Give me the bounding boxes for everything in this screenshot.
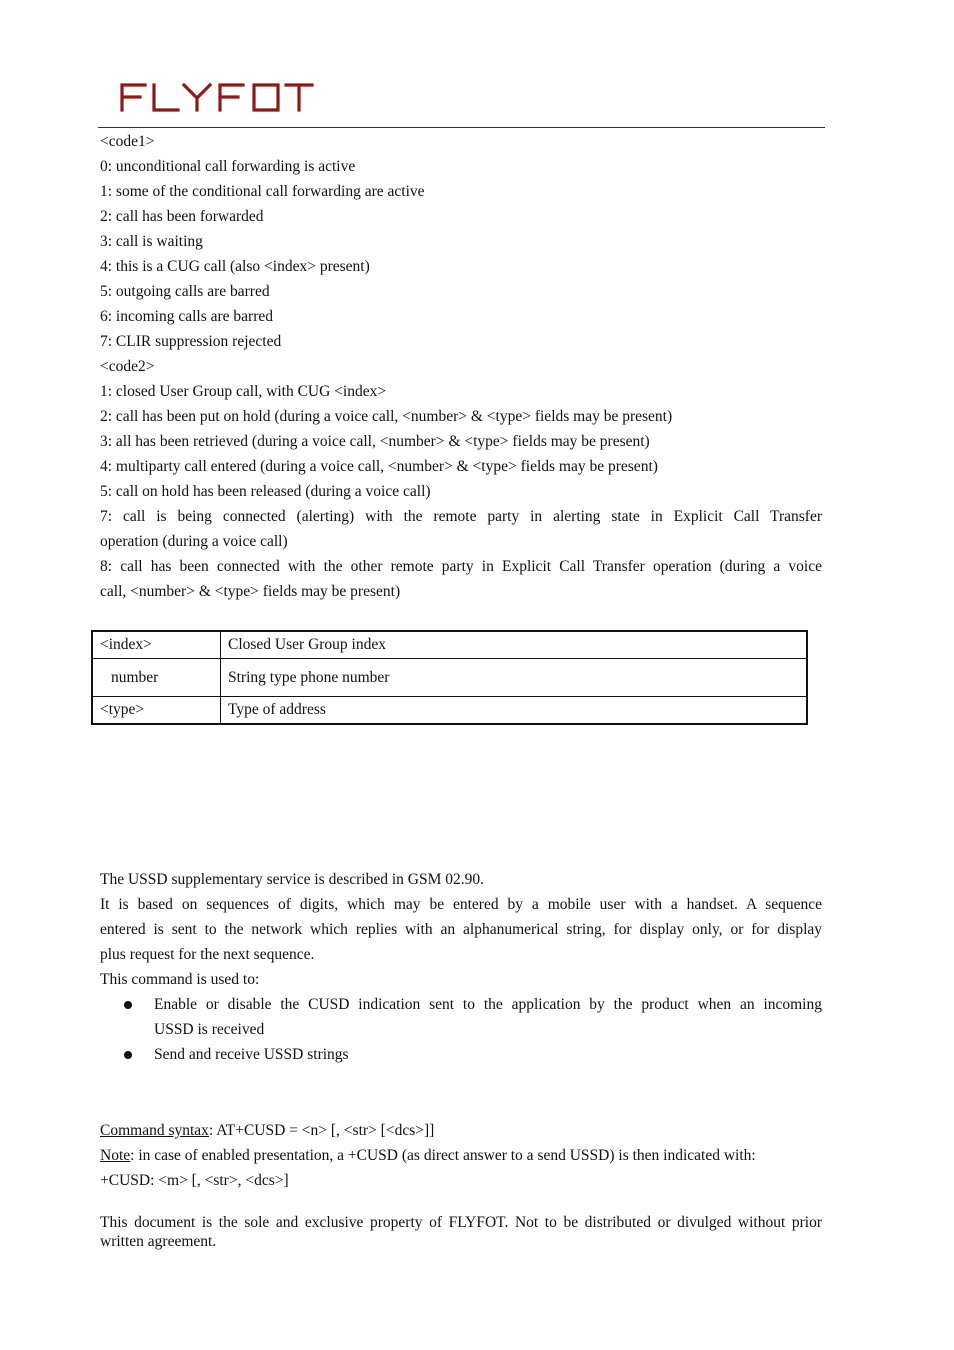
command-syntax-value: : AT+CUSD = <n> [, <str> [<dcs>]] — [208, 1122, 435, 1139]
code2-item-7-line2: operation (during a voice call) — [100, 533, 288, 550]
command-section — [100, 1118, 822, 1193]
bullet-text: Enable or disable the CUSD indication sent to the application by the product when an incoming — [154, 996, 822, 1013]
code1-item: 6: incoming calls are barred — [100, 308, 274, 325]
note-response-format: +CUSD: <m> [, <str>, <dcs>] — [100, 1172, 289, 1189]
code2-item: 5: call on hold has been released (during a voice call) — [100, 483, 431, 500]
param-name: <type> — [92, 697, 221, 725]
param-name: number — [92, 659, 221, 697]
code1-item: 1: some of the conditional call forwarding are active — [100, 183, 425, 200]
bullet-text: Send and receive USSD strings — [154, 1046, 349, 1063]
bullet-item — [100, 992, 822, 1017]
code1-item: 7: CLIR suppression rejected — [100, 333, 282, 350]
param-name: <index> — [92, 631, 221, 659]
bullet-text: USSD is received — [154, 1021, 265, 1038]
code2-item-8-line2: call, <number> & <type> fields may be present) — [100, 583, 401, 600]
code2-item: 3: all has been retrieved (during a voice call, <number> & <type> fields may be present) — [100, 433, 650, 450]
code2-item: 4: multiparty call entered (during a voice call, <number> & <type> fields may be present) — [100, 458, 658, 475]
code2-heading: <code2> — [100, 358, 155, 375]
table-row — [92, 697, 807, 725]
flyfot-logo — [118, 80, 314, 114]
code2-item: 1: closed User Group call, with CUG <index> — [100, 383, 387, 400]
bullet-item — [100, 1042, 822, 1067]
ussd-intro: The USSD supplementary service is described in GSM 02.90. — [100, 871, 484, 888]
note-label: Note — [100, 1147, 131, 1164]
param-desc: Closed User Group index — [221, 631, 808, 659]
bullet-item-continued — [100, 1017, 822, 1042]
footer-disclaimer: This document is the sole and exclusive property of FLYFOT. Not to be distributed or divulged without prior written agreement. — [100, 1214, 822, 1250]
code1-item: 4: this is a CUG call (also <index> present) — [100, 258, 370, 275]
command-syntax — [100, 1118, 822, 1143]
bullet-icon — [124, 1001, 132, 1009]
code1-item: 0: unconditional call forwarding is active — [100, 158, 356, 175]
table-row — [92, 631, 807, 659]
code1-item: 2: call has been forwarded — [100, 208, 264, 225]
command-syntax-label: Command syntax — [100, 1122, 209, 1139]
code1-item: 5: outgoing calls are barred — [100, 283, 270, 300]
ussd-paragraph-line2: entered is sent to the network which replies with an alphanumerical string, for display only, or for display — [100, 921, 822, 938]
ussd-paragraph-line1: It is based on sequences of digits, which may be entered by a mobile user with a handset. A sequence — [100, 896, 822, 913]
ussd-paragraph-line3: plus request for the next sequence. — [100, 946, 315, 963]
code2-item-8-line1: 8: call has been connected with the other remote party in Explicit Call Transfer operation (during a voice — [100, 558, 822, 575]
ussd-description — [100, 867, 822, 1067]
param-desc: String type phone number — [221, 659, 808, 697]
note-value: : in case of enabled presentation, a +CUSD (as direct answer to a send USSD) is then indicated with: — [130, 1147, 756, 1164]
command-note — [100, 1143, 822, 1168]
code1-heading: <code1> — [100, 133, 155, 150]
code1-item: 3: call is waiting — [100, 233, 203, 250]
code2-item: 2: call has been put on hold (during a voice call, <number> & <type> fields may be present) — [100, 408, 673, 425]
ussd-used-to: This command is used to: — [100, 971, 260, 988]
param-desc: Type of address — [221, 697, 808, 725]
header-rule — [98, 127, 825, 128]
parameters-table — [91, 630, 808, 725]
bullet-icon — [124, 1051, 132, 1059]
table-row — [92, 659, 807, 697]
code2-item-7-line1: 7: call is being connected (alerting) with the remote party in alerting state in Explicit Call Transfer — [100, 508, 822, 525]
code-definitions — [100, 129, 822, 604]
